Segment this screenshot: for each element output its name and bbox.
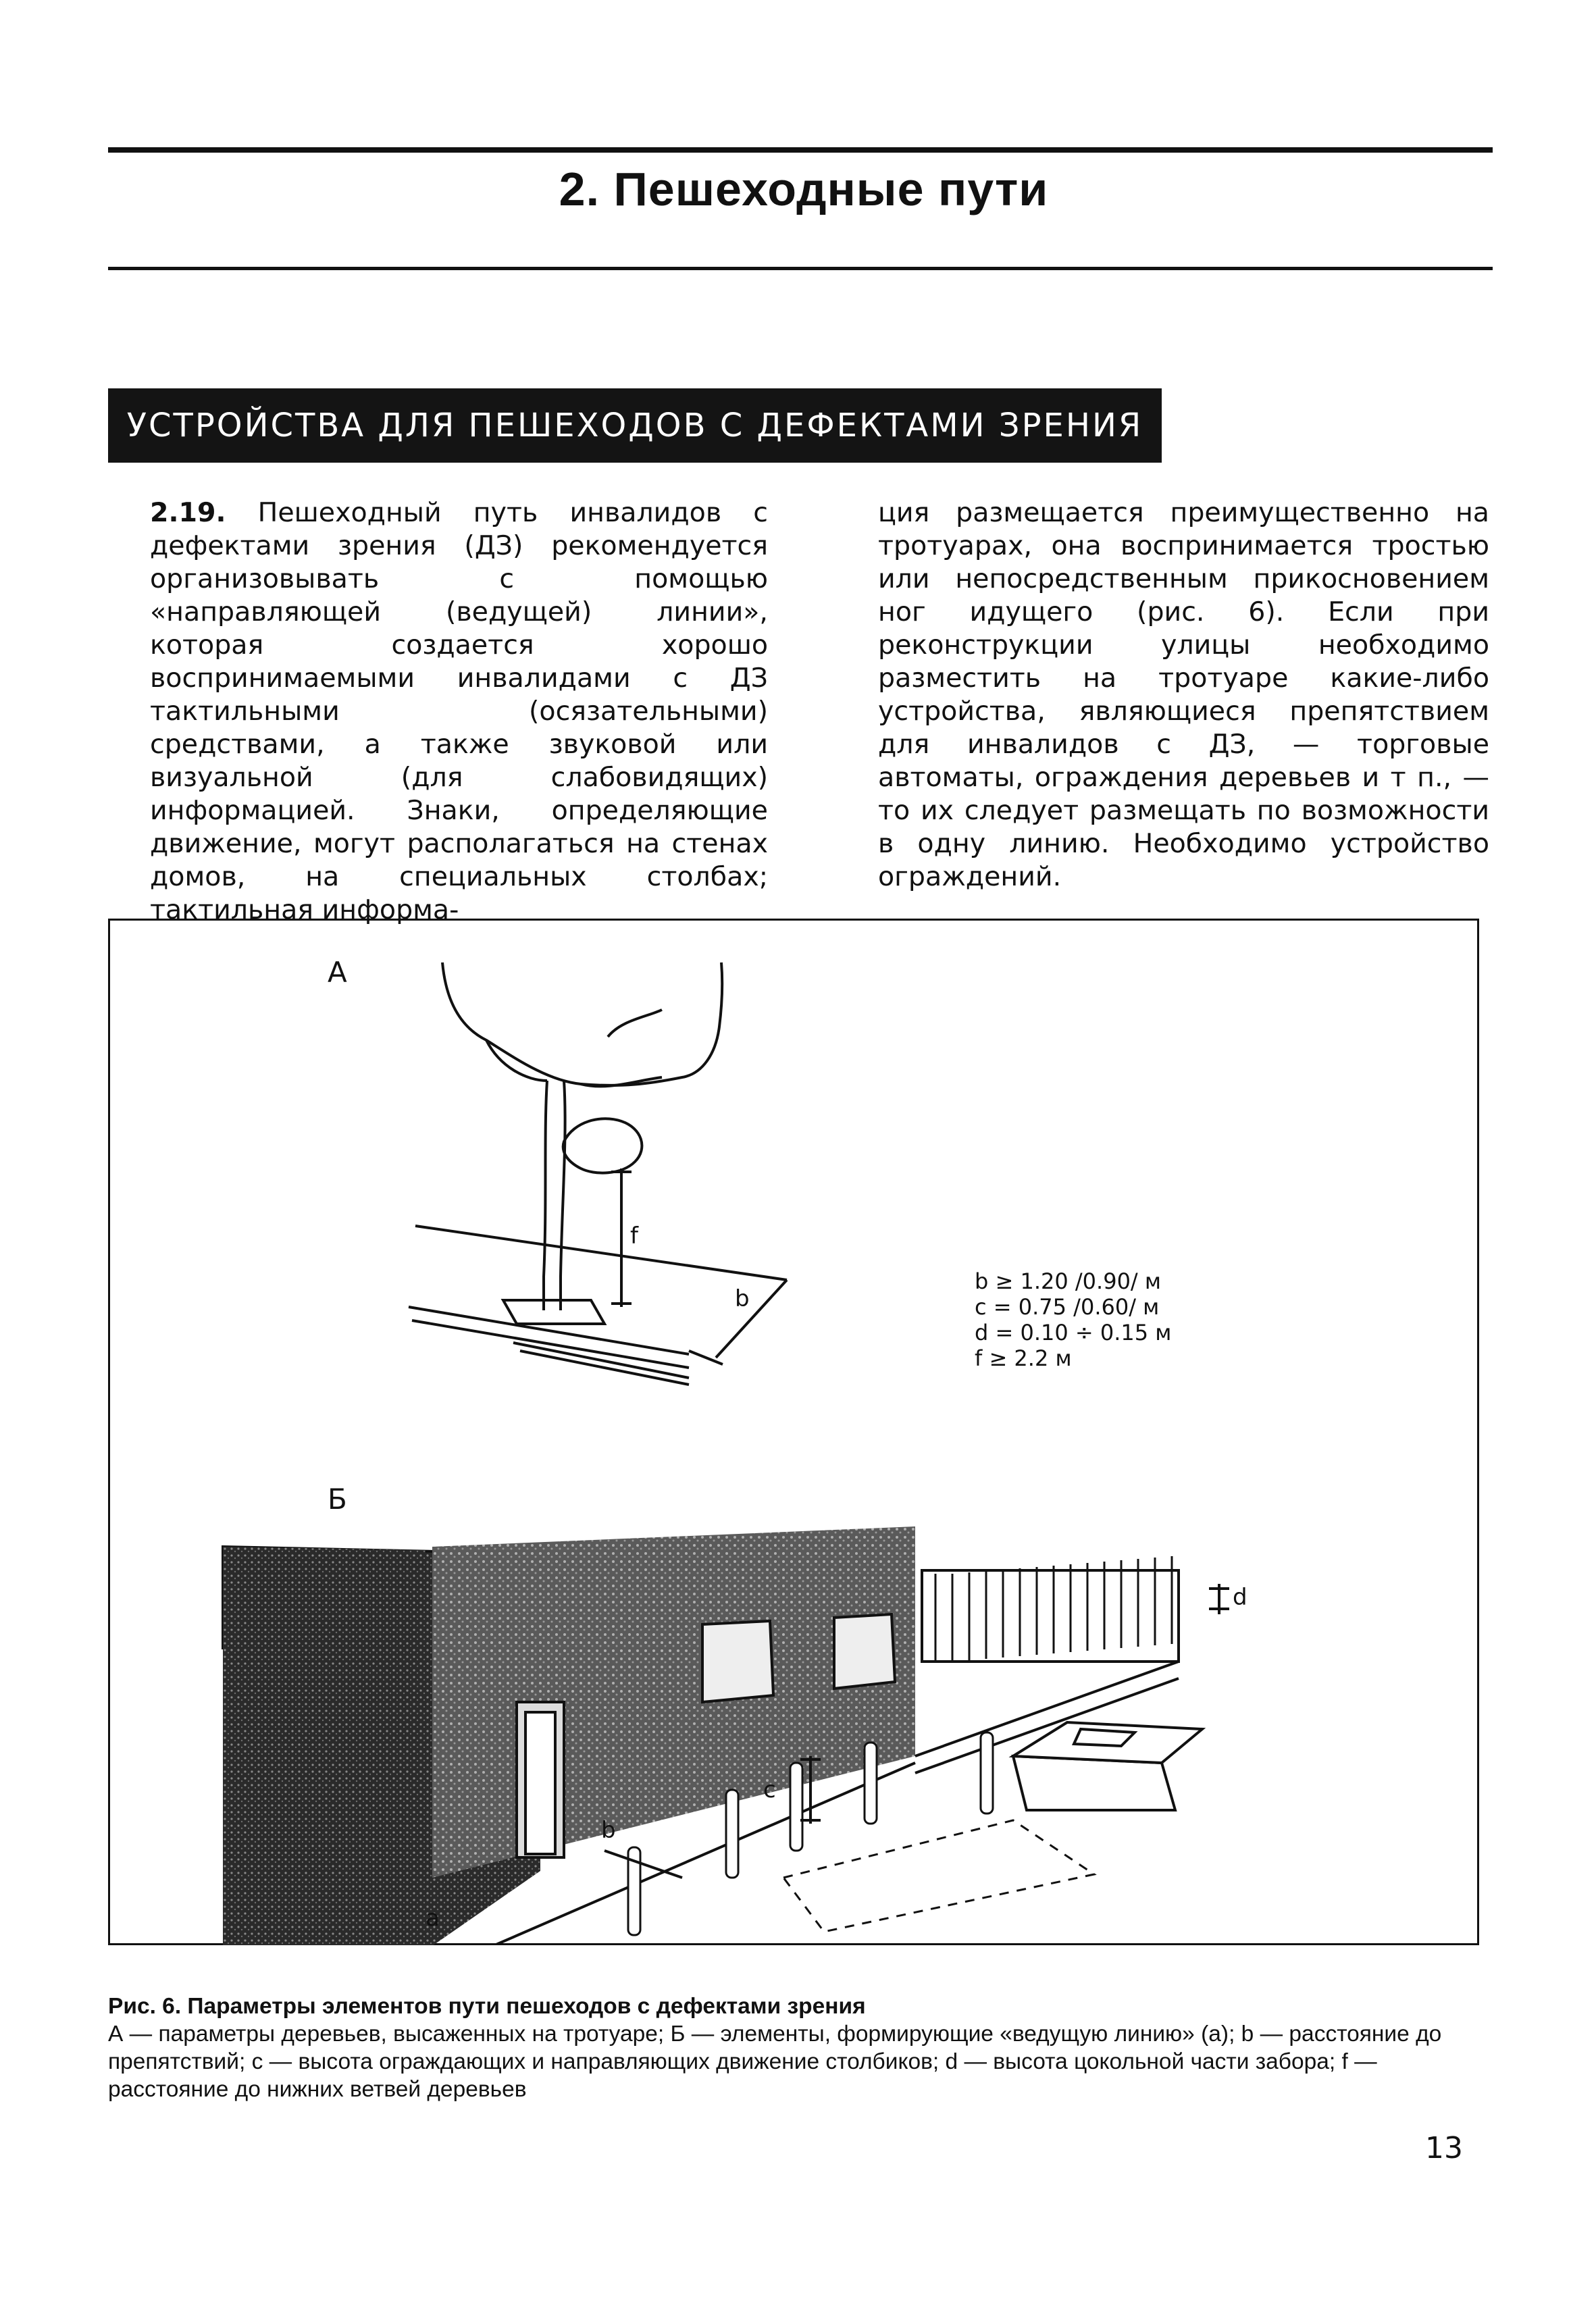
top-rule-bottom [108, 267, 1493, 270]
param-f: f ≥ 2.2 м [975, 1345, 1072, 1371]
body-right-column [878, 496, 1489, 894]
paragraph-number: 2.19. [150, 497, 226, 528]
param-d: d = 0.10 ÷ 0.15 м [975, 1320, 1172, 1345]
label-d: d [1233, 1584, 1247, 1611]
label-f: f [630, 1223, 638, 1250]
chapter-title: 2. Пешеходные пути [559, 163, 1049, 215]
param-b: b ≥ 1.20 /0.90/ м [975, 1268, 1162, 1294]
figure-caption [108, 1992, 1486, 2103]
caption-title: Рис. 6. Параметры элементов пути пешеходов с дефектами зрения [108, 1994, 866, 2019]
label-b-panel-b: b [601, 1817, 616, 1844]
panel-a-label: А [328, 956, 347, 989]
section-banner: УСТРОЙСТВА ДЛЯ ПЕШЕХОДОВ С ДЕФЕКТАМИ ЗРЕНИЯ [108, 388, 1162, 463]
panel-b-label: Б [328, 1483, 347, 1516]
top-rule-thick [108, 147, 1493, 153]
caption-text: А — параметры деревьев, высаженных на тротуаре; Б — элементы, формирующие «ведущую линию» (а); b — расстояние до препятствий; c — высота ограждающих и направляющих движение столбиков; d — высота цокольной части забора; f — расстояние до нижних ветвей деревьев [108, 2022, 1442, 2102]
right-column-text: ция размещается преимущественно на тротуарах, она воспринимается тростью или непосредственным прикосновением ног идущего (рис. 6). Если при реконструкции улицы необходимо разместить на тротуаре какие-либо устройства, являющиеся препятствием для инвалидов с ДЗ, — торговые автоматы, ограждения деревьев и т п., — то их следует размещать по возможности в одну линию. Необходимо устройство ограждений. [878, 497, 1489, 892]
figure-illustration [108, 919, 1479, 1945]
page-number: 13 [1425, 2131, 1463, 2165]
label-b-panel-a: b [735, 1285, 750, 1312]
panel-a-drawing [409, 962, 787, 1385]
body-left-column [150, 496, 768, 927]
panel-b-drawing [223, 1526, 1229, 1945]
left-column-text: Пешеходный путь инвалидов с дефектами зрения (ДЗ) рекомендуется организовывать с помощью «направляющей (ведущей) линии», которая создается хорошо воспринимаемыми инвалидами с ДЗ тактильными (осязательными) средствами, а также звуковой или визуальной (для слабовидящих) информацией. Знаки, определяющие движение, могут располагаться на стенах домов, на специальных столбах; тактильная информа- [150, 497, 768, 925]
param-c: c = 0.75 /0.60/ м [975, 1294, 1160, 1320]
label-a: a [426, 1905, 440, 1932]
label-c: c [763, 1776, 776, 1803]
parameter-list [975, 1268, 1171, 1371]
